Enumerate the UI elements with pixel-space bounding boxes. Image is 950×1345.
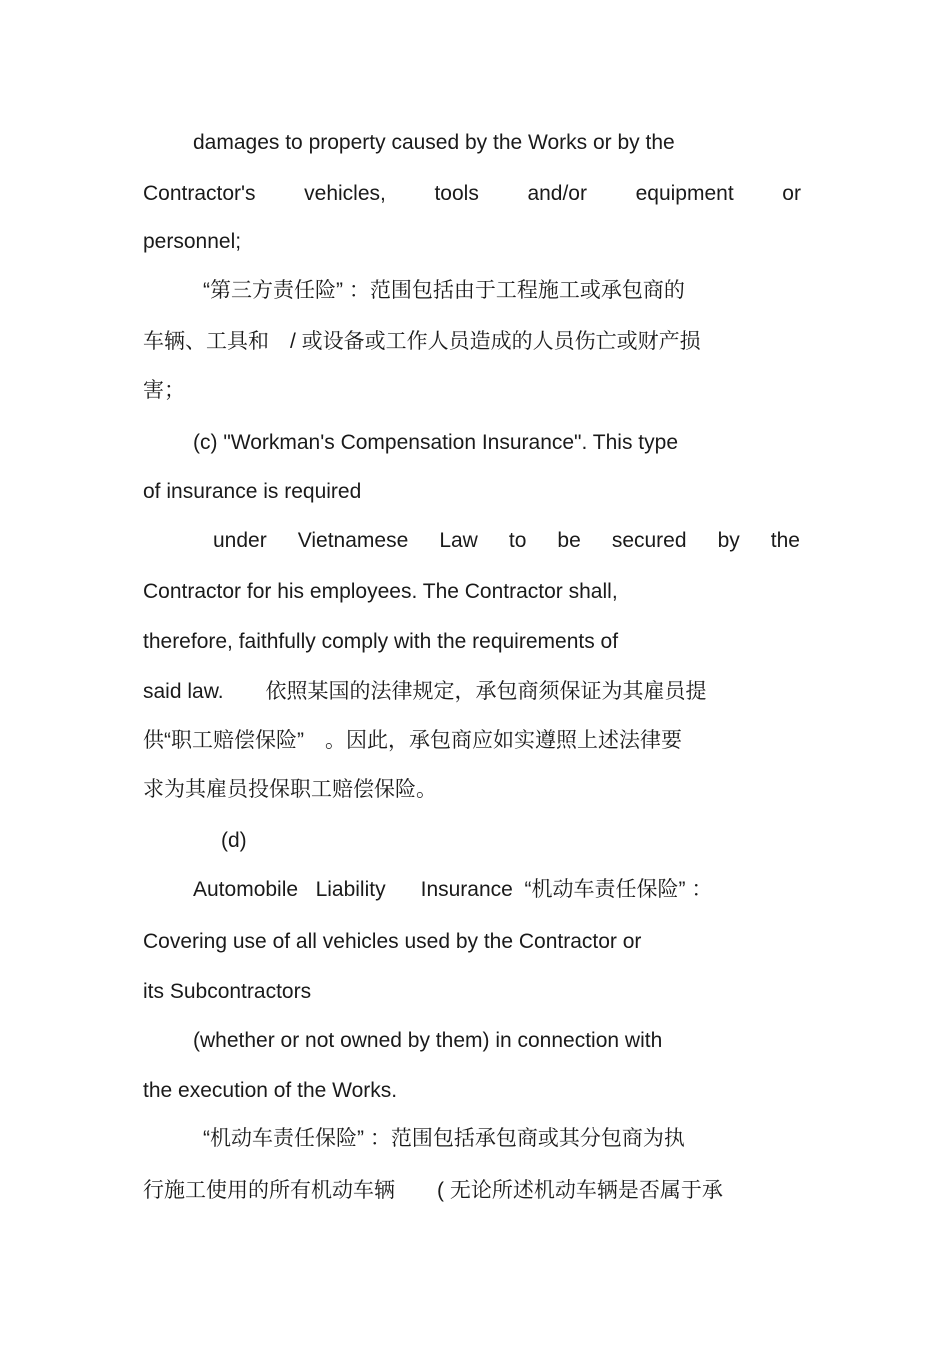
text-line: 供“职工赔偿保险” 。因此，承包商应如实遵照上述法律要 (143, 729, 682, 752)
word: Law (439, 529, 478, 552)
text-line: of insurance is required (143, 480, 362, 503)
text-line: 害； (143, 379, 185, 402)
text-line: Automobile Liability Insurance “机动车责任保险” ： (193, 878, 713, 901)
word: tools (434, 182, 479, 205)
word: to (508, 529, 527, 552)
text-line: “第三方责任险” ：范围包括由于工程施工或承包商的 (203, 279, 685, 302)
word: under (213, 529, 267, 552)
text-line-justified (213, 528, 800, 554)
text-line: (whether or not owned by them) in connection with (193, 1029, 663, 1052)
word: or (782, 182, 801, 205)
word: be (557, 529, 581, 552)
text-line: Covering use of all vehicles used by the Contractor or (143, 930, 642, 953)
word: equipment (635, 182, 734, 205)
text-line: therefore, faithfully comply with the requirements of (143, 630, 619, 653)
text-line: 求为其雇员投保职工赔偿保险。 (143, 778, 437, 801)
text-line: “机动车责任保险” ：范围包括承包商或其分包商为执 (203, 1127, 685, 1150)
word: vehicles, (304, 182, 386, 205)
text-line: personnel; (143, 230, 242, 253)
text-line: said law. 依照某国的法律规定，承包商须保证为其雇员提 (143, 680, 707, 703)
text-line: 车辆、工具和 / 或设备或工作人员造成的人员伤亡或财产损 (143, 330, 701, 353)
word: the (770, 529, 800, 552)
word: Contractor's (143, 182, 256, 205)
text-line-justified (143, 181, 801, 207)
text-line: damages to property caused by the Works or by the (193, 131, 675, 154)
text-line: 行施工使用的所有机动车辆 ( 无论所述机动车辆是否属于承 (143, 1179, 723, 1202)
text-line: (d) (221, 829, 247, 852)
text-line: (c) "Workman's Compensation Insurance". This type (193, 431, 678, 454)
word: Vietnamese (297, 529, 409, 552)
word: by (717, 529, 740, 552)
text-line: Contractor for his employees. The Contractor shall, (143, 580, 618, 603)
word: secured (611, 529, 687, 552)
word: and/or (527, 182, 587, 205)
text-line: the execution of the Works. (143, 1079, 398, 1102)
text-line: its Subcontractors (143, 980, 312, 1003)
